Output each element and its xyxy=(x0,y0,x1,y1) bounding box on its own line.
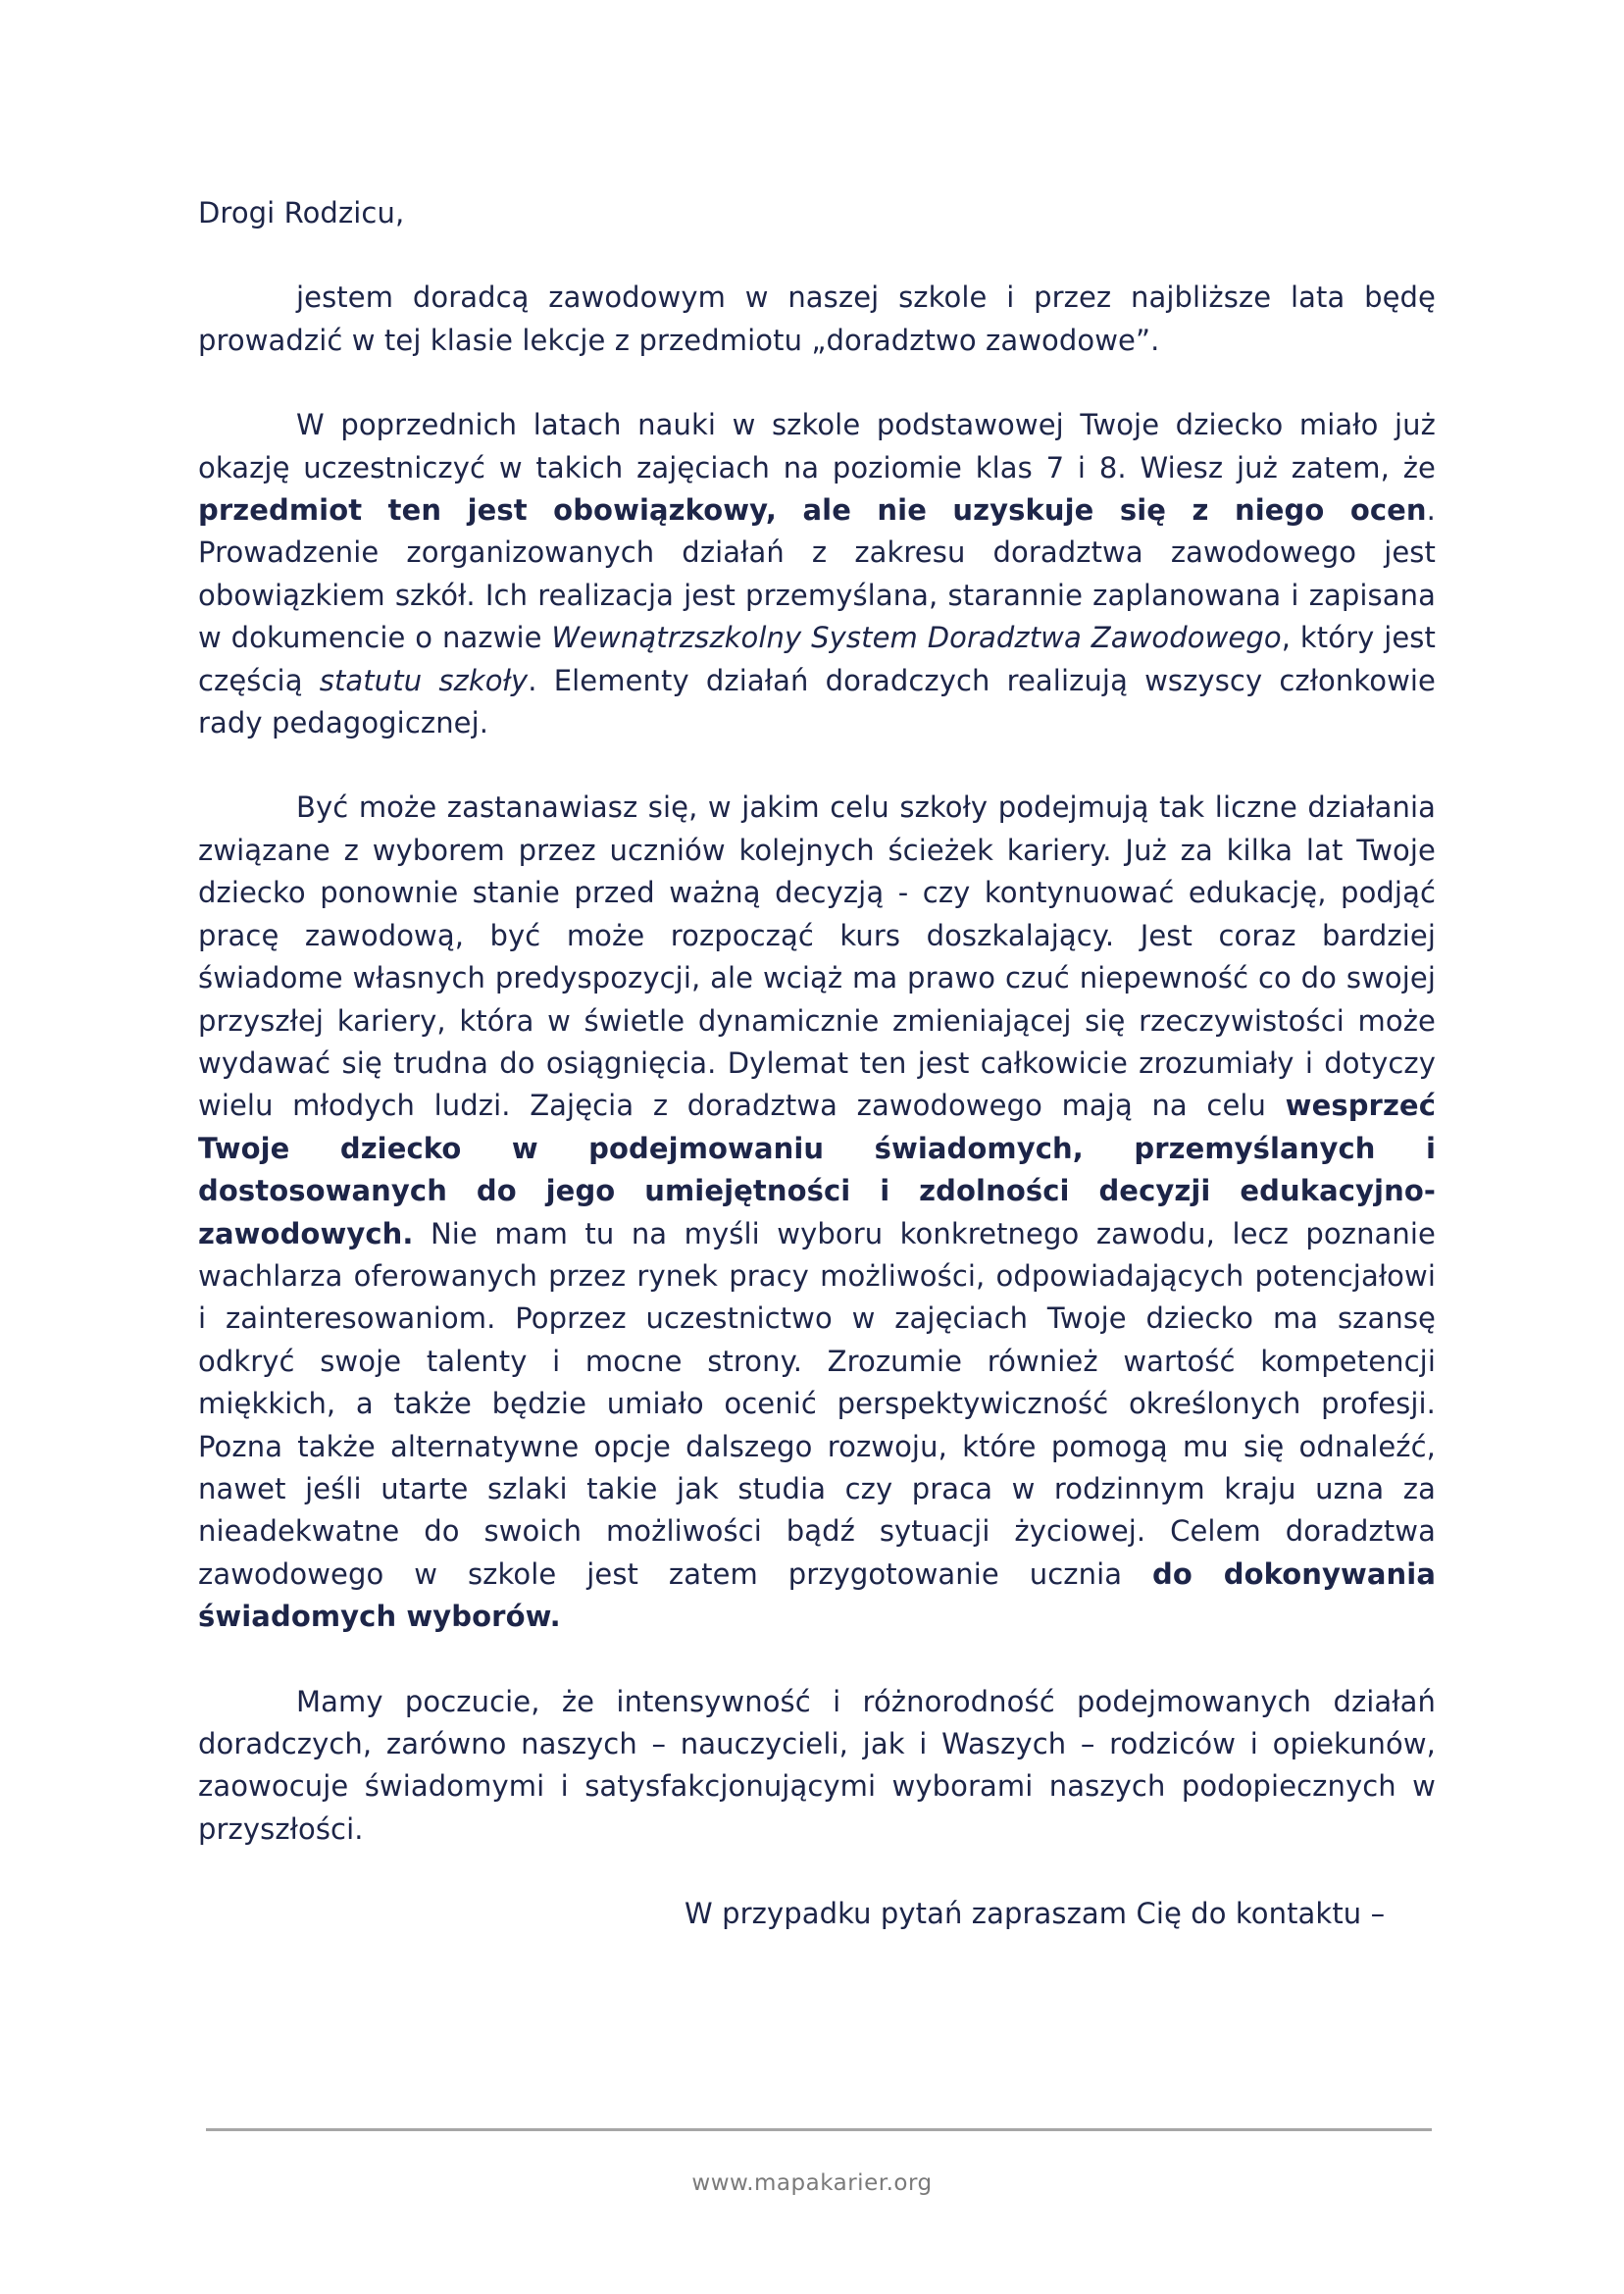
paragraph-intro xyxy=(198,277,1436,362)
paragraph-text: , który jest częścią xyxy=(198,621,1436,697)
bold-emphasis: do dokonywania świadomych wyborów. xyxy=(198,1556,1436,1634)
footer-website: www.mapakarier.org xyxy=(691,2170,933,2196)
bold-emphasis: wesprzeć Twoje dziecko w podejmowaniu świadomych, przemyślanych i dostosowanych do jego umiejętności i zdolności decyzji edukacyjno-zawodowych. xyxy=(198,1089,1436,1250)
paragraph-purpose xyxy=(198,787,1436,1638)
footer-divider xyxy=(206,2128,1432,2131)
bold-emphasis: przedmiot ten jest obowiązkowy, ale nie uzyskuje się z niego ocen xyxy=(198,493,1427,528)
paragraph-summary xyxy=(198,1681,1436,1852)
paragraph-text: W poprzednich latach nauki w szkole podstawowej Twoje dziecko miało już okazję uczestniczyć w takich zajęciach na poziomie klas 7 i 8. Wiesz już zatem, że xyxy=(198,408,1436,484)
paragraph-intro-text: jestem doradcą zawodowym w naszej szkole i przez najbliższe lata będę prowadzić w tej klasie lekcje z przedmiotu „doradztwo zawodowe”. xyxy=(198,280,1436,357)
paragraph-text: . Elementy działań doradczych realizują wszyscy członkowie rady pedagogicznej. xyxy=(198,663,1436,740)
letter-body xyxy=(198,192,1436,1936)
paragraph-text: Być może zastanawiasz się, w jakim celu szkoły podejmują tak liczne działania związane z wyborem przez uczniów kolejnych ścieżek kariery. Już za kilka lat Twoje dziecko ponownie stanie przed ważną decyzją - czy kontynuować edukację, podjąć pracę zawodową, być może rozpocząć kurs doszkalający. Jest coraz bardziej świadome własnych predyspozycji, ale wciąż ma prawo czuć niepewność co do swojej przyszłej kariery, która w świetle dynamicznie zmieniającej się rzeczywistości może wydawać się trudna do osiągnięcia. Dylemat ten jest całkowicie zrozumiały i dotyczy wielu młodych ludzi. Zajęcia z doradztwa zawodowego mają na celu xyxy=(198,790,1436,1123)
statute-name: statutu szkoły xyxy=(319,663,529,697)
paragraph-text: . Prowadzenie zorganizowanych działań z zakresu doradztwa zawodowego jest obowiązkiem szkół. Ich realizacja jest przemyślana, starannie zaplanowana i zapisana w dokumencie o nazwie xyxy=(198,493,1436,655)
paragraph-summary-text: Mamy poczucie, że intensywność i różnorodność podejmowanych działań doradczych, zarówno naszych – nauczycieli, jak i Waszych – rodziców i opiekunów, zaowocuje świadomymi i satysfakcjonującymi wyborami naszych podopiecznych w przyszłości. xyxy=(198,1684,1436,1846)
closing-line: W przypadku pytań zapraszam Cię do kontaktu – xyxy=(685,1897,1386,1931)
paragraph-text: Nie mam tu na myśli wyboru konkretnego zawodu, lecz poznanie wachlarza oferowanych przez rynek pracy możliwości, odpowiadających potencjałowi i zainteresowaniom. Poprzez uczestnictwo w zajęciach Twoje dziecko ma szansę odkryć swoje talenty i mocne strony. Zrozumie również wartość kompetencji miękkich, a także będzie umiało ocenić perspektywiczność określonych profesji. Pozna także alternatywne opcje dalszego rozwoju, które pomogą mu się odnaleźć, nawet jeśli utarte szlaki takie jak studia czy praca w rodzinnym kraju uzna za nieadekwatne do swoich możliwości bądź sytuacji życiowej. Celem doradztwa zawodowego w szkole jest zatem przygotowanie ucznia xyxy=(198,1216,1436,1591)
document-name: Wewnątrzszkolny System Doradztwa Zawodowego xyxy=(551,621,1282,655)
greeting: Drogi Rodzicu, xyxy=(198,196,405,229)
paragraph-previous-years xyxy=(198,404,1436,744)
